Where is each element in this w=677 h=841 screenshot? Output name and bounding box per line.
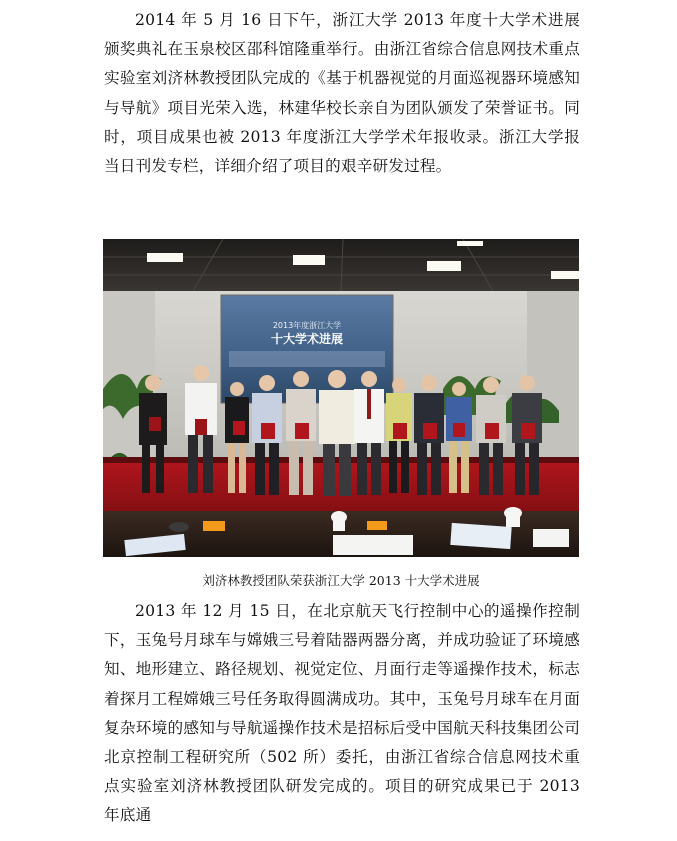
paragraph-award-ceremony — [104, 6, 580, 181]
screen-text-line1: 2013年度浙江大学 — [272, 321, 342, 330]
screen-text-line2: 十大学术进展 — [270, 332, 344, 346]
paragraph-1-text: 2014 年 5 月 16 日下午，浙江大学 2013 年度十大学术进展颁奖典礼在玉泉校区邵科馆隆重举行。由浙江省综合信息网技术重点实验室刘济林教授团队完成的《基于机器视觉的月面巡视器环境感知与导航》项目光荣入选，林建华校长亲自为团队颁发了荣誉证书。同时，项目成果也被 2013 年度浙江大学学术年报收录。浙江大学报当日刊发专栏，详细介绍了项目的艰辛研发过程。 — [104, 11, 580, 176]
photo-illustration — [103, 239, 579, 557]
award-ceremony-photo — [103, 239, 579, 557]
paragraph-yutu-rover — [104, 597, 580, 831]
paragraph-2-text: 2013 年 12 月 15 日，在北京航天飞行控制中心的遥操作控制下，玉兔号月球车与嫦娥三号着陆器两器分离，并成功验证了环境感知、地形建立、路径规划、视觉定位、月面行走等遥操作技术，标志着探月工程嫦娥三号任务取得圆满成功。其中，玉兔号月球车在月面复杂环境的感知与导航遥操作技术是招标后受中国航天科技集团公司北京控制工程研究所（502 所）委托，由浙江省综合信息网技术重点实验室刘济林教授团队研发完成的。项目的研究成果已于 2013 年底通 — [104, 602, 580, 825]
photo-caption: 刘济林教授团队荣获浙江大学 2013 十大学术进展 — [202, 573, 480, 588]
